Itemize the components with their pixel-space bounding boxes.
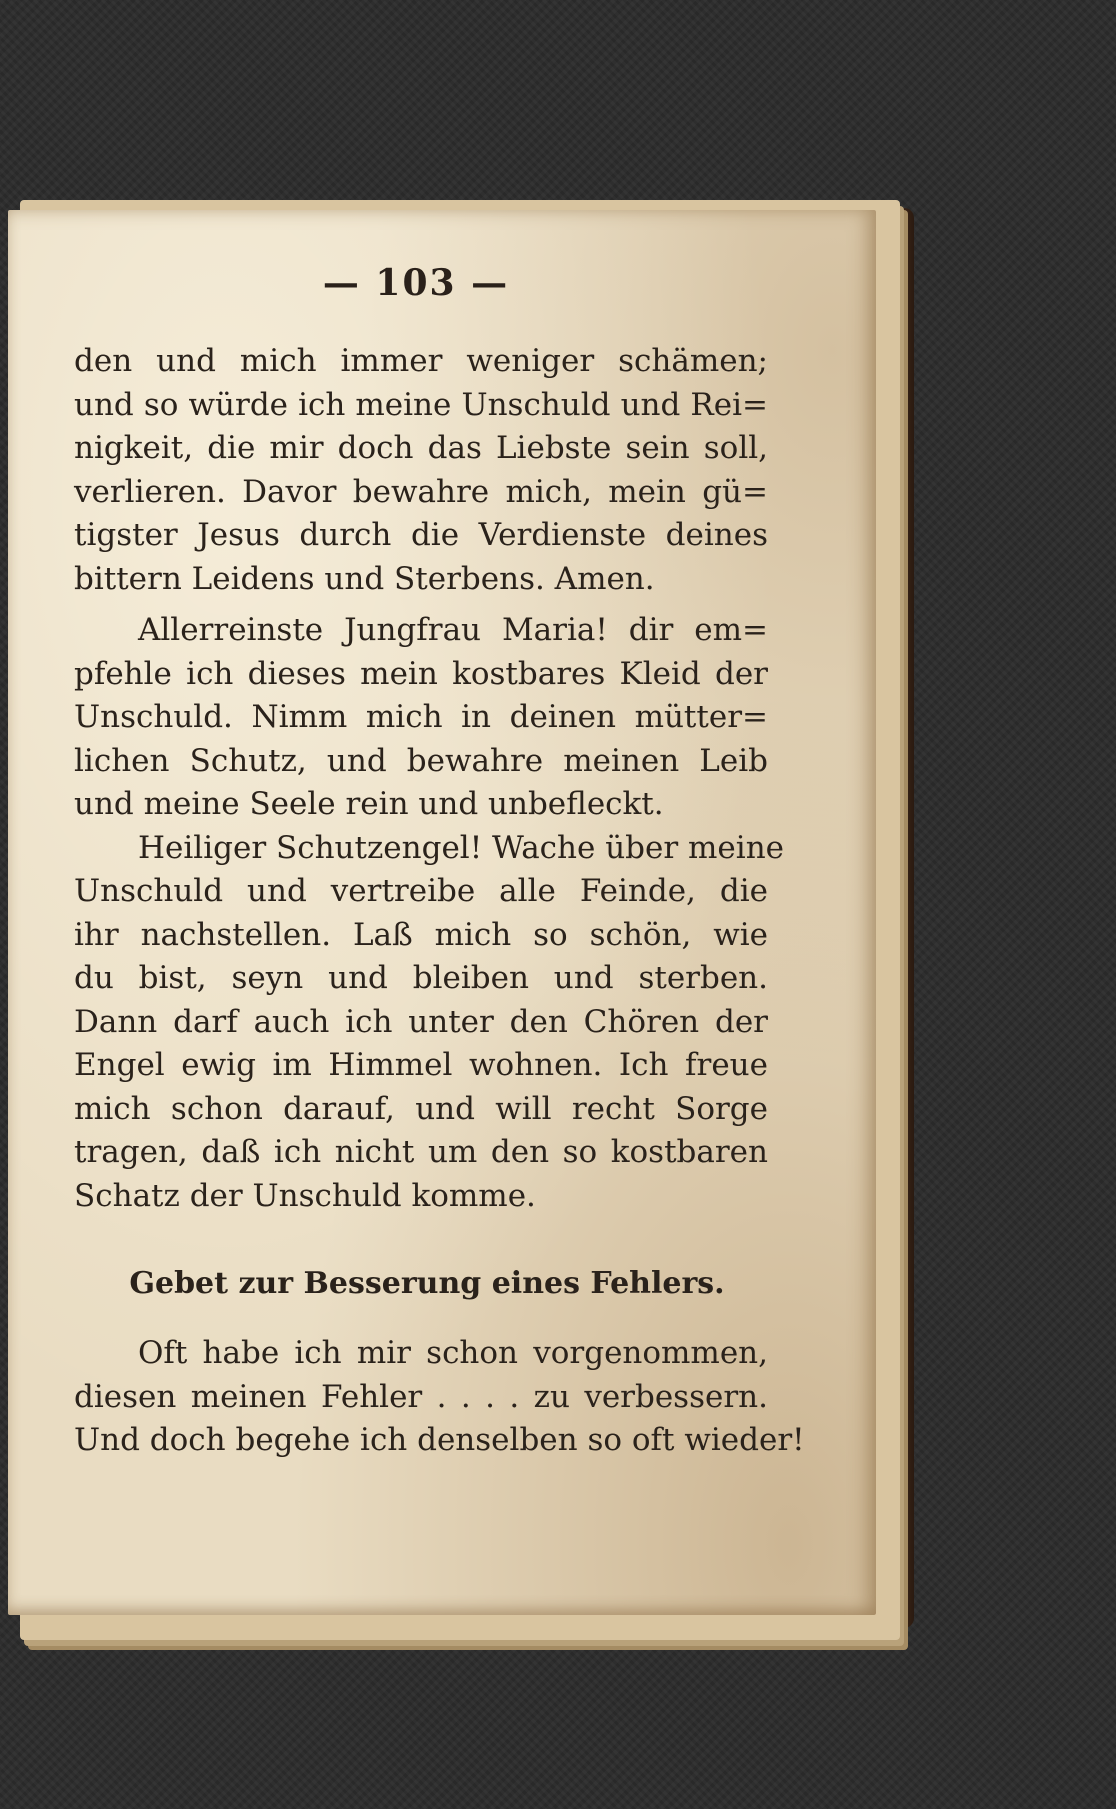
paragraph-4 [74,1332,805,1463]
text-line: Und doch begehe ich denselben so oft wieder! [74,1422,805,1458]
paragraph-3 [74,827,785,1219]
text-line: tragen, daß ich nicht um den so kostbaren [74,1134,768,1170]
text-line: Engel ewig im Himmel wohnen. Ich freue [74,1047,768,1083]
text-line: verlieren. Davor bewahre mich, mein gü= [74,473,768,510]
text-line: tigster Jesus durch die Verdienste deines [74,517,768,553]
text-line: pfehle ich dieses mein kostbares Kleid der [74,655,768,692]
text-line: Heiliger Schutzengel! Wache über meine [138,829,785,866]
text-line: Unschuld. Nimm mich in deinen mütter= [74,699,768,735]
paragraph-1 [74,340,768,601]
text-line: und meine Seele rein und unbefleckt. [74,786,664,822]
text-block [74,340,805,1463]
text-line: nigkeit, die mir doch das Liebste sein soll, [74,430,768,466]
page-number: — 103 — [322,262,510,304]
text-line: und so würde ich meine Unschuld und Rei= [74,386,768,423]
text-line: Unschuld und vertreibe alle Feinde, die [74,873,768,909]
text-line: Allerreinste Jungfrau Maria! dir em= [138,612,768,648]
text-line: bittern Leidens und Sterbens. Amen. [74,560,655,597]
text-line: ihr nachstellen. Laß mich so schön, wie [74,916,768,953]
text-line: du bist, seyn und bleiben und sterben. [74,960,768,996]
text-line: diesen meinen Fehler . . . . zu verbessern. [74,1378,768,1415]
text-line: Dann darf auch ich unter den Chören der [74,1003,768,1040]
spacer [74,1306,768,1332]
text-line: lichen Schutz, und bewahre meinen Leib [74,742,768,779]
spacer [74,1218,768,1262]
text-line: Schatz der Unschuld komme. [74,1177,536,1214]
section-heading: Gebet zur Besserung eines Fehlers. [129,1266,725,1301]
paragraph-2 [74,609,768,827]
text-line: mich schon darauf, und will recht Sorge [74,1090,768,1127]
text-line: den und mich immer weniger schämen; [74,343,768,379]
text-line: Oft habe ich mir schon vorgenommen, [138,1335,768,1371]
